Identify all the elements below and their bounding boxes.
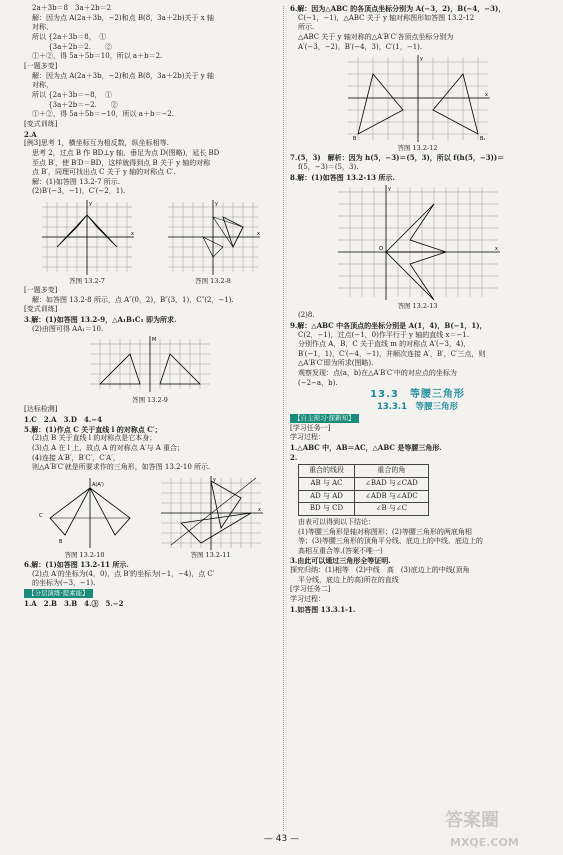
text-line: 6.解：因为△ABC 的各顶点坐标分别为 A(−3，2)，B(−4，−3)， — [290, 4, 506, 13]
svg-text:x: x — [494, 246, 498, 253]
section-tag: [学习任务二] — [290, 585, 331, 594]
svg-text:B: B — [352, 136, 356, 143]
table-cell: ∠B 与∠C — [355, 503, 429, 516]
text-line: 所以 {2a＋3b＝8， ① — [32, 32, 107, 41]
figure-caption: 答图 13.2-10 — [64, 550, 105, 559]
congruence-table — [298, 464, 429, 516]
figure-caption: 答图 13.2-13 — [397, 302, 438, 311]
text-line: (2)由图可得 AA₁＝10. — [32, 324, 104, 333]
figure-caption: 答图 13.2-9 — [132, 396, 168, 405]
svg-text:B₁: B₁ — [479, 136, 485, 143]
figure-13-2-9 — [24, 334, 276, 405]
table-header-row — [299, 465, 429, 478]
text-line: 观察发现：点(a，b)在△A′B′C′中的对应点的坐标为 — [298, 369, 457, 378]
grid-figure — [85, 334, 215, 396]
text-line: C(2，−1)，过点(−1，0)作平行于 y 轴的直线 x＝−1. — [298, 330, 469, 339]
text-line: {3a＋2b＝−2. ② — [32, 100, 118, 109]
figure-13-2-11 — [156, 473, 266, 560]
table-cell: AB 与 AC — [299, 477, 355, 490]
text-line: (2)点 A′的坐标为(4，0)，点 B′的坐标为(−1，−4)，点 C′ — [32, 569, 215, 578]
left-column — [24, 4, 276, 608]
text-line: 2a＋3b＝8 3a＋2b＝2 — [32, 4, 112, 12]
svg-text:y: y — [387, 186, 391, 193]
grid-figure — [37, 197, 137, 277]
text-line: 的坐标为(−3，−1). — [32, 579, 96, 588]
text-line: {3a＋2b＝2. ② — [32, 42, 112, 51]
svg-text:y: y — [89, 201, 92, 208]
figure-caption: 答图 13.2-12 — [397, 144, 438, 153]
page-number: — 43 — — [263, 833, 300, 844]
right-column — [290, 4, 545, 614]
figure-13-2-13 — [290, 182, 545, 311]
figure-row — [24, 197, 276, 286]
triangle-figure — [35, 473, 135, 551]
grid-figure — [333, 182, 503, 302]
text-line: 8.解：(1)如答图 13.2-13 所示. — [290, 172, 395, 182]
section-tag: [达标检测] — [24, 405, 58, 414]
text-line: B′(−1，1)，C′(−4，−1)，并顺次连接 A′，B′，C′三点，则 — [298, 349, 486, 358]
text-line: (1)等腰三角形是轴对称图形；(2)等腰三角形的两底角相 — [298, 527, 472, 536]
text-line: 6.解：(1)如答图 13.2-11 所示. — [24, 559, 129, 569]
text-line: 所示. — [298, 23, 315, 32]
text-line: f(5，−3)＝(5，3). — [298, 162, 359, 171]
text-line: 平分线，底边上的高)所在的直线 — [298, 575, 399, 584]
table-cell: AD 与 AD — [299, 490, 355, 503]
answer-line: 1.A 2.B 3.B 4.③ 5.−2 — [24, 598, 124, 608]
text-line: 1.△ABC 中，AB＝AC，△ABC 是等腰三角形. — [290, 442, 442, 452]
figure-row — [24, 473, 276, 560]
section-heading: 【自主预习·探新知】 — [290, 414, 545, 424]
text-line: 所以 {2a＋3b＝−8， ① — [32, 90, 113, 99]
figure-13-2-12 — [290, 52, 545, 153]
table-row — [299, 490, 429, 503]
text-line: 分别作点 A，B，C 关于直线 m 的对称点 A′(−3，4)， — [298, 340, 471, 349]
grid-figure — [156, 473, 266, 551]
text-line: (−2−a，b). — [298, 378, 338, 387]
svg-text:y: y — [419, 56, 423, 63]
figure-caption: 答图 13.2-7 — [69, 277, 105, 286]
subsection-title: 13.3.1 等腰三角形 — [376, 402, 459, 413]
svg-text:x: x — [484, 92, 488, 99]
text-line: 则△A′B′C′就是所要求作的三角形，如答图 13.2-10 所示. — [32, 463, 211, 472]
table-cell: ∠BAD 与∠CAD — [355, 477, 429, 490]
text-line: ①＋②，得 5a＋5b＝10，所以 a＋b＝2. — [32, 52, 163, 61]
text-line: (3)点 A 在 l 上，故点 A 的对称点 A′与 A 重合； — [32, 443, 184, 452]
text-line: 探究归纳：(1)相等 (2)中线 高 (3)底边上的中线(顶角 — [290, 566, 470, 575]
text-line: 等；(3)等腰三角形的顶角平分线、底边上的中线、底边上的 — [298, 537, 483, 546]
svg-text:答案圈: 答案圈 — [445, 810, 499, 831]
text-line: 3.解：(1)如答图 13.2-9，△A₁B₁C₁ 即为所求. — [24, 315, 177, 325]
text-line: (2)8. — [298, 311, 315, 320]
svg-text:x: x — [131, 231, 134, 238]
table-row — [299, 503, 429, 516]
text-line: 对称， — [32, 81, 53, 90]
svg-text:MXQE.COM: MXQE.COM — [450, 836, 519, 849]
section-heading: 【分层演练·提素能】 — [24, 589, 276, 599]
grid-figure — [343, 52, 493, 144]
svg-text:y: y — [212, 476, 216, 483]
svg-text:B: B — [58, 538, 62, 545]
svg-text:A(A′): A(A′) — [91, 481, 104, 488]
table-cell: ∠ADB 与∠ADC — [355, 490, 429, 503]
text-line: [例3]思考 1，横坐标互为相反数，纵坐标相等. — [24, 139, 169, 148]
figure-13-2-8 — [163, 197, 263, 286]
text-line: C(−1，−1)，△ABC 关于 y 轴对称图形如答图 13.2-12 — [298, 13, 475, 22]
table-header: 重合的角 — [355, 465, 429, 478]
text-line: 1.如答图 13.3.1-1. — [290, 604, 356, 614]
text-line: 由表可以得到以下结论： — [298, 517, 375, 526]
figure-caption: 答图 13.2-11 — [190, 550, 231, 559]
section-tag: [一题多变] — [24, 286, 58, 295]
text-line: (2)点 B 关于直线 l 的对称点是它本身； — [32, 434, 157, 443]
text-line: 5.解：(1)作点 C 关于直线 l 的对称点 C′； — [24, 424, 162, 434]
text-line: (4)连接 A′B′，B′C′，C′A′， — [32, 453, 120, 462]
svg-text:x: x — [257, 231, 260, 238]
svg-text:M: M — [152, 337, 157, 344]
text-line: 解：(1)如答图 13.2-7 所示. — [32, 177, 120, 186]
table-header: 重合的线段 — [299, 465, 355, 478]
text-line: 解：因为点 A(2a＋3b，−2)和点 B(8，3a＋2b)关于 y 轴 — [32, 71, 214, 80]
text-line: 解：因为点 A(2a＋3b，−2)和点 B(8，3a＋2b)关于 x 轴 — [32, 13, 214, 22]
answer-line: 2.A — [24, 129, 37, 139]
text-line: 2. — [290, 452, 298, 462]
column-separator — [283, 6, 284, 831]
text-line: 学习过程： — [290, 595, 325, 604]
text-line: 9.解：△ABC 中各顶点的坐标分别是 A(1，4)，B(−1，1)， — [290, 320, 487, 330]
svg-text:C′: C′ — [38, 512, 44, 519]
figure-13-2-7 — [37, 197, 137, 286]
section-tag: [变式训练] — [24, 305, 58, 314]
svg-text:O: O — [378, 246, 383, 253]
text-line: 解：如答图 13.2-8 所示，点 A″(0，2)，B″(3，1)，C″(2，−1). — [32, 295, 234, 304]
section-tag: [一题多变] — [24, 61, 58, 70]
text-line: ①＋②，得 5a＋5b＝−10，所以 a＋b＝−2. — [32, 110, 174, 119]
section-tag: [变式训练] — [24, 119, 58, 128]
svg-text:y: y — [215, 201, 218, 208]
svg-text:x: x — [257, 506, 261, 513]
figure-13-2-10 — [35, 473, 135, 560]
text-line: 点 B′，同理可找出点 C 关于 y 轴的对称点 C′. — [32, 168, 176, 177]
text-line: 至点 B′，使 B′D＝BD，这样就得到点 B 关于 y 轴的对称 — [32, 158, 211, 167]
text-line: 3.由此可以通过三角形全等证明. — [290, 556, 391, 566]
table-cell: BD 与 CD — [299, 503, 355, 516]
figure-caption: 答图 13.2-8 — [195, 277, 231, 286]
text-line: 对称， — [32, 23, 53, 32]
text-line: △A′B′C′即为所求(图略). — [298, 359, 374, 368]
text-line: (2)B′(−3，−1)，C′(−2，1). — [32, 187, 126, 196]
section-tag: [学习任务一] — [290, 423, 331, 432]
answer-line: 1.C 2.A 3.D 4.−4 — [24, 415, 103, 424]
text-line: 学习过程： — [290, 433, 325, 442]
text-line: △ABC 关于 y 轴对称的△A′B′C′各顶点坐标分别为 — [298, 32, 454, 41]
grid-figure — [163, 197, 263, 277]
text-line: A′(−3，−2)，B′(−4，3)，C′(1，−1). — [298, 42, 423, 51]
table-row — [299, 477, 429, 490]
text-line: 思考 2，过点 B 作 BD⊥y 轴，垂足为点 D(图略)，延长 BD — [32, 148, 220, 157]
text-line: 高相互重合等.(答案不唯一) — [298, 546, 383, 555]
section-title: 13.3 等腰三角形 — [370, 389, 465, 401]
watermark-logo — [435, 801, 555, 851]
text-line: 7.(5，3) 解析：因为 h(5，−3)＝(5，3)，所以 f(h(5，−3))＝ — [290, 153, 505, 163]
